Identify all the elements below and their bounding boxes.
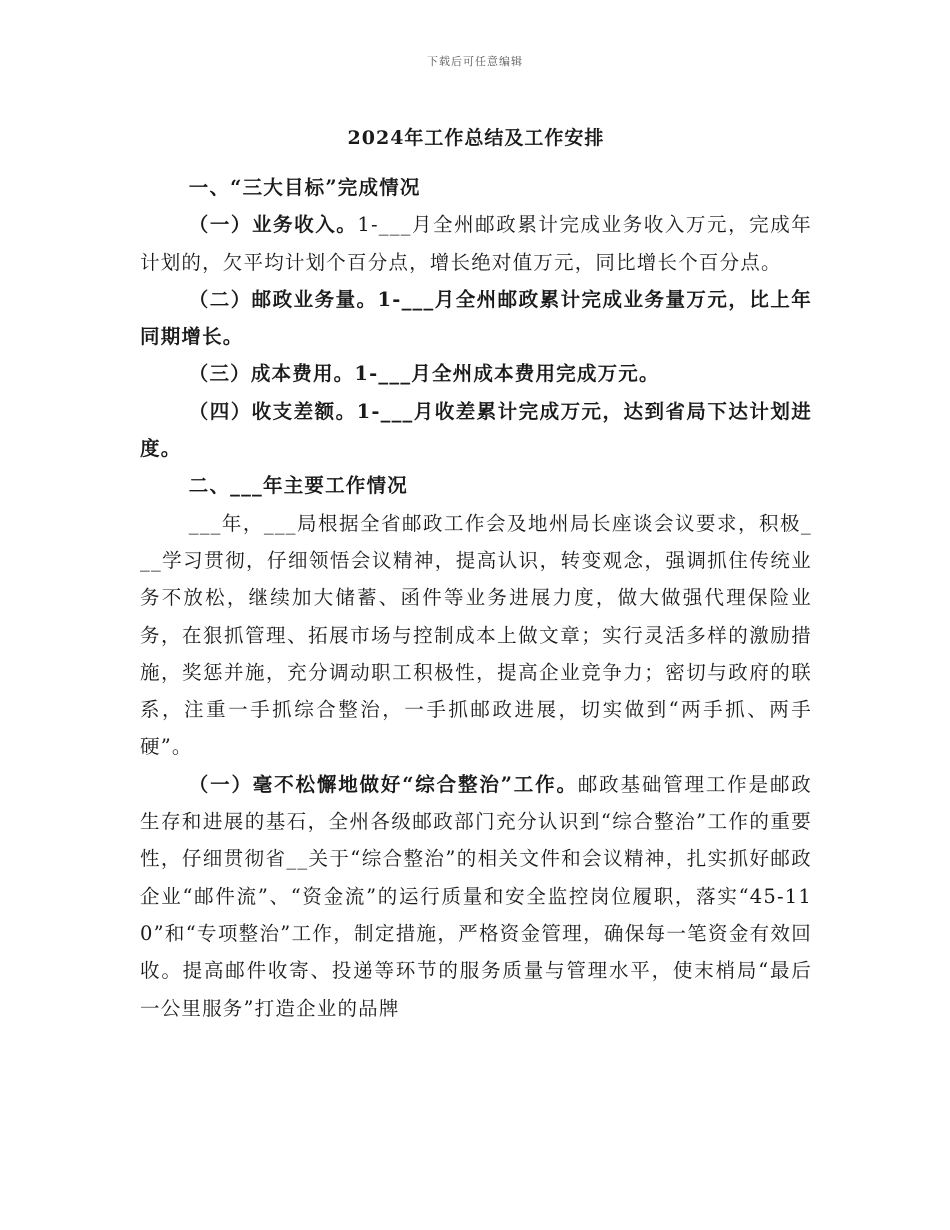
section-1-item-3 bbox=[140, 355, 812, 392]
sub-lead: （一）毫不松懈地做好“综合整治”工作。 bbox=[188, 772, 578, 796]
item-lead: （四）收支差额。 bbox=[188, 399, 357, 423]
item-text: 1-___月全州成本费用完成万元。 bbox=[354, 362, 660, 386]
item-text: 1-___月收差累计完成万元，达到省局下达计划进度。 bbox=[140, 399, 812, 461]
sub-text: 邮政基础管理工作是邮政生存和进展的基石，全州各级邮政部门充分认识到“综合整治”工作的重要性，仔细贯彻省__关于“综合整治”的相关文件和会议精神，扎实抓好邮政企业“邮件流”、“资金流”的运行质量和安全监控岗位履职，落实“45-110”和“专项整治”工作，制定措施，严格资金管理，确保每一笔资金有效回收。提高邮件收寄、投递等环节的服务质量与管理水平，使末梢局“最后一公里服务”打造企业的品牌 bbox=[140, 772, 812, 1020]
item-lead: （二）邮政业务量。 bbox=[188, 287, 378, 311]
section-2-intro: ___年，___局根据全省邮政工作会及地州局长座谈会议要求，积极___学习贯彻，仔细领悟会议精神，提高认识，转变观念，强调抓住传统业务不放松，继续加大储蓄、函件等业务进展力度，做大做强代理保险业务，在狠抓管理、拓展市场与控制成本上做文章；实行灵活多样的激励措施，奖惩并施，充分调动职工积极性，提高企业竞争力；密切与政府的联系，注重一手抓综合整治，一手抓邮政进展，切实做到“两手抓、两手硬”。 bbox=[140, 511, 812, 759]
item-lead: （三）成本费用。 bbox=[188, 362, 355, 386]
section-2-heading: 二、___年主要工作情况 bbox=[188, 474, 408, 498]
section-1-item-1 bbox=[140, 206, 812, 281]
section-1-heading: 一、“三大目标”完成情况 bbox=[188, 176, 421, 199]
document-body bbox=[140, 121, 812, 1027]
section-1-item-2 bbox=[140, 281, 812, 356]
section-2-sub-1 bbox=[140, 766, 812, 1027]
item-text: 1-___月全州邮政累计完成业务收入万元，完成年计划的，欠平均计划个百分点，增长绝对值万元，同比增长个百分点。 bbox=[140, 213, 812, 274]
item-text: 1-___月全州邮政累计完成业务量万元，比上年同期增长。 bbox=[140, 287, 812, 349]
header-note: 下载后可任意编辑 bbox=[427, 55, 523, 68]
item-lead: （一）业务收入。 bbox=[188, 213, 358, 237]
page-title: 2024年工作总结及工作安排 bbox=[347, 127, 605, 149]
section-1-item-4 bbox=[140, 393, 812, 468]
